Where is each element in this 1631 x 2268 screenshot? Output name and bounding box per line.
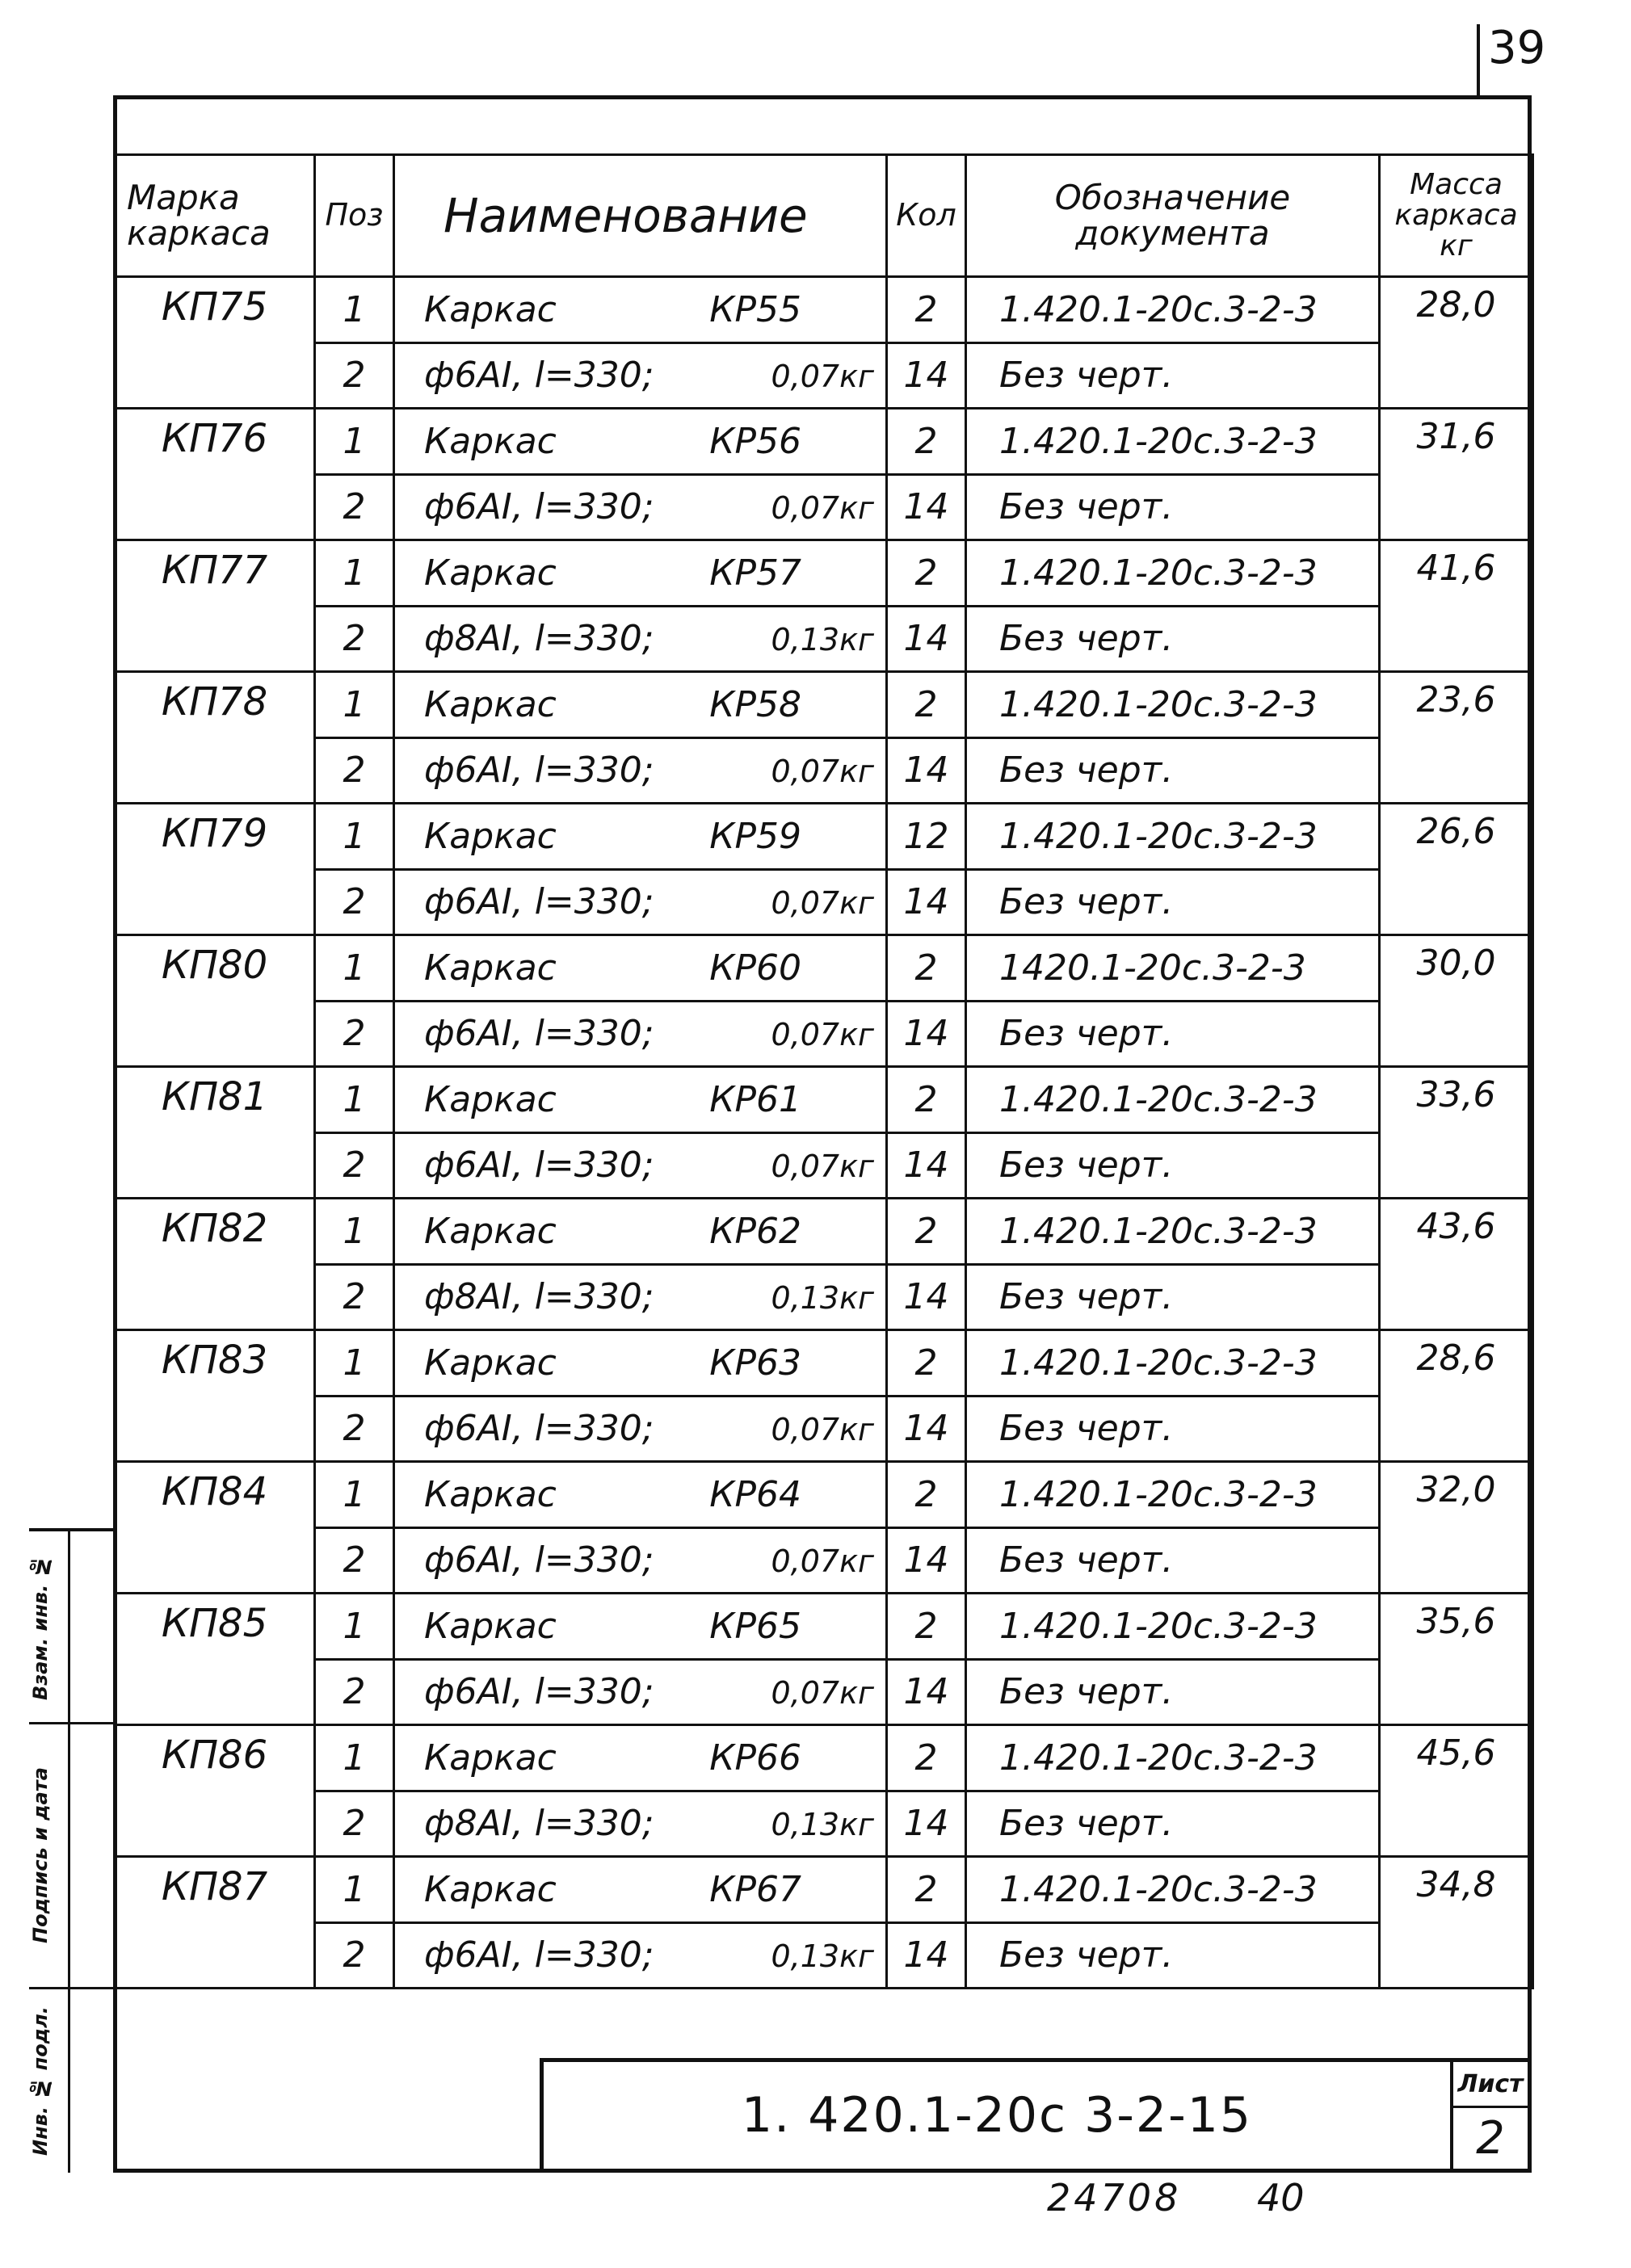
quantity-cell: 2 (887, 277, 966, 343)
frame-mark-cell (115, 1659, 315, 1725)
quantity-cell: 2 (887, 1594, 966, 1660)
position-cell: 1 (315, 935, 394, 1002)
document-cell: 1.420.1-20с.3-2-3 (966, 1857, 1380, 1923)
document-cell: Без черт. (966, 1001, 1380, 1067)
frame-mark-cell: КП85 (115, 1594, 315, 1660)
mass-cell: 45,6 (1380, 1725, 1533, 1791)
mass-cell (1380, 1659, 1533, 1725)
mass-cell: 43,6 (1380, 1199, 1533, 1265)
item-name: ф6АI, l=330; (424, 355, 654, 397)
position-cell: 1 (315, 672, 394, 738)
item-name: Каркас (424, 552, 557, 594)
strip-label-original-inv: Инв. № подл. (29, 2006, 52, 2157)
name-cell (394, 737, 887, 804)
frame-code: КР61 (709, 1078, 801, 1120)
frame-mark-cell (115, 1922, 315, 1989)
frame-mark-cell (115, 1791, 315, 1857)
frame-code: КР67 (709, 1868, 801, 1910)
quantity-cell: 14 (887, 1264, 966, 1330)
page-number: 39 (1488, 22, 1546, 74)
position-cell: 2 (315, 1922, 394, 1989)
header-mass: Масса каркаса кг (1380, 155, 1533, 277)
quantity-cell: 12 (887, 804, 966, 870)
frame-code: КР64 (709, 1473, 801, 1515)
document-cell: Без черт. (966, 474, 1380, 540)
quantity-cell: 2 (887, 1330, 966, 1396)
mass-cell: 34,8 (1380, 1857, 1533, 1923)
frame-mark-cell (115, 1396, 315, 1462)
position-cell: 2 (315, 737, 394, 804)
frame-mark-cell: КП82 (115, 1199, 315, 1265)
sheet-label: Лист (1453, 2065, 1528, 2108)
position-cell: 2 (315, 1396, 394, 1462)
document-cell: 1.420.1-20с.3-2-3 (966, 277, 1380, 343)
document-cell: 1.420.1-20с.3-2-3 (966, 1725, 1380, 1791)
header-pos: Поз (315, 155, 394, 277)
item-weight: 0,07кг (771, 1544, 874, 1580)
mass-cell (1380, 342, 1533, 409)
item-weight: 0,13кг (771, 1938, 874, 1975)
item-name: ф6АI, l=330; (424, 1934, 654, 1976)
document-cell: Без черт. (966, 1791, 1380, 1857)
quantity-cell: 14 (887, 1791, 966, 1857)
quantity-cell: 2 (887, 540, 966, 607)
item-name: ф6АI, l=330; (424, 486, 654, 528)
item-name: ф6АI, l=330; (424, 1408, 654, 1450)
table-header-row (115, 155, 1533, 277)
frame-mark-cell: КП86 (115, 1725, 315, 1791)
quantity-cell: 2 (887, 1462, 966, 1528)
item-name: ф6АI, l=330; (424, 750, 654, 792)
quantity-cell: 14 (887, 1922, 966, 1989)
frame-code: КР58 (709, 683, 801, 725)
quantity-cell: 2 (887, 409, 966, 475)
position-cell: 1 (315, 540, 394, 607)
document-cell: 1.420.1-20с.3-2-3 (966, 409, 1380, 475)
frame-code: КР60 (709, 947, 801, 989)
quantity-cell: 14 (887, 737, 966, 804)
position-cell: 1 (315, 1330, 394, 1396)
name-cell (394, 1264, 887, 1330)
document-cell: Без черт. (966, 869, 1380, 935)
document-cell: Без черт. (966, 737, 1380, 804)
document-cell: 1.420.1-20с.3-2-3 (966, 1067, 1380, 1133)
name-cell (394, 409, 887, 475)
mass-cell (1380, 1396, 1533, 1462)
strip-divider (29, 1987, 113, 1989)
frame-mark-cell (115, 606, 315, 672)
table-row (115, 342, 1533, 409)
mass-cell (1380, 1132, 1533, 1199)
name-cell (394, 672, 887, 738)
name-cell (394, 277, 887, 343)
name-cell (394, 606, 887, 672)
item-name: Каркас (424, 1868, 557, 1910)
item-weight: 0,07кг (771, 359, 874, 395)
quantity-cell: 14 (887, 1659, 966, 1725)
frame-mark-cell (115, 1264, 315, 1330)
quantity-cell: 14 (887, 606, 966, 672)
quantity-cell: 14 (887, 1132, 966, 1199)
name-cell (394, 1001, 887, 1067)
document-cell: Без черт. (966, 1527, 1380, 1594)
position-cell: 2 (315, 1791, 394, 1857)
strip-divider (29, 1722, 113, 1724)
frame-code: КР56 (709, 420, 801, 462)
item-weight: 0,13кг (771, 1807, 874, 1843)
table-row (115, 1922, 1533, 1989)
frame-mark-cell (115, 1527, 315, 1594)
mass-cell (1380, 1001, 1533, 1067)
frame-mark-cell (115, 1001, 315, 1067)
item-weight: 0,07кг (771, 1412, 874, 1448)
document-cell: 1.420.1-20с.3-2-3 (966, 1462, 1380, 1528)
table-row (115, 804, 1533, 870)
item-name: Каркас (424, 288, 557, 330)
mass-cell: 33,6 (1380, 1067, 1533, 1133)
document-cell: 1.420.1-20с.3-2-3 (966, 1330, 1380, 1396)
table-row (115, 1067, 1533, 1133)
item-name: Каркас (424, 1210, 557, 1252)
frame-code: КР59 (709, 815, 801, 857)
item-weight: 0,07кг (771, 1017, 874, 1053)
item-weight: 0,07кг (771, 490, 874, 527)
item-name: Каркас (424, 683, 557, 725)
item-weight: 0,13кг (771, 622, 874, 658)
document-cell: 1.420.1-20с.3-2-3 (966, 804, 1380, 870)
quantity-cell: 14 (887, 1396, 966, 1462)
item-name: ф6АI, l=330; (424, 1144, 654, 1186)
mass-cell (1380, 1264, 1533, 1330)
quantity-cell: 14 (887, 1527, 966, 1594)
position-cell: 2 (315, 474, 394, 540)
quantity-cell: 2 (887, 672, 966, 738)
quantity-cell: 14 (887, 474, 966, 540)
frame-code: КР57 (709, 552, 801, 594)
name-cell (394, 1791, 887, 1857)
position-cell: 1 (315, 1199, 394, 1265)
quantity-cell: 14 (887, 869, 966, 935)
frame-mark-cell: КП75 (115, 277, 315, 343)
item-name: ф6АI, l=330; (424, 881, 654, 923)
frame-mark-cell: КП78 (115, 672, 315, 738)
specification-table (113, 153, 1534, 1989)
table-row (115, 1132, 1533, 1199)
position-cell: 2 (315, 1001, 394, 1067)
table-row (115, 672, 1533, 738)
item-name: ф8АI, l=330; (424, 1803, 654, 1845)
table-row (115, 1594, 1533, 1660)
table-row (115, 1791, 1533, 1857)
quantity-cell: 2 (887, 1725, 966, 1791)
name-cell (394, 1725, 887, 1791)
position-cell: 2 (315, 342, 394, 409)
table-row (115, 474, 1533, 540)
sheet-number-cell (1450, 2062, 1528, 2169)
name-cell (394, 474, 887, 540)
item-weight: 0,13кг (771, 1280, 874, 1317)
table-row (115, 1199, 1533, 1265)
position-cell: 1 (315, 1857, 394, 1923)
table-row (115, 1396, 1533, 1462)
name-cell (394, 1396, 887, 1462)
item-name: Каркас (424, 1078, 557, 1120)
frame-mark-cell: КП77 (115, 540, 315, 607)
mass-cell (1380, 606, 1533, 672)
quantity-cell: 2 (887, 1067, 966, 1133)
header-doc: Обозначение документа (966, 155, 1380, 277)
table-row (115, 409, 1533, 475)
item-name: Каркас (424, 1605, 557, 1647)
strip-label-signature-date: Подпись и дата (29, 1767, 52, 1943)
name-cell (394, 804, 887, 870)
item-name: Каркас (424, 947, 557, 989)
item-name: Каркас (424, 1342, 557, 1384)
position-cell: 2 (315, 1264, 394, 1330)
name-cell (394, 935, 887, 1002)
name-cell (394, 869, 887, 935)
position-cell: 1 (315, 1594, 394, 1660)
name-cell (394, 1067, 887, 1133)
frame-mark-cell (115, 1132, 315, 1199)
quantity-cell: 2 (887, 1857, 966, 1923)
table-row (115, 1527, 1533, 1594)
document-cell: Без черт. (966, 1264, 1380, 1330)
quantity-cell: 2 (887, 1199, 966, 1265)
table-row (115, 869, 1533, 935)
document-cell: Без черт. (966, 1922, 1380, 1989)
frame-mark-cell: КП79 (115, 804, 315, 870)
document-cell: Без черт. (966, 1659, 1380, 1725)
frame-mark-cell (115, 869, 315, 935)
position-cell: 1 (315, 1462, 394, 1528)
position-cell: 2 (315, 1659, 394, 1725)
header-qty: Кол (887, 155, 966, 277)
page-number-mark (1477, 24, 1480, 97)
frame-mark-cell (115, 737, 315, 804)
mass-cell (1380, 1791, 1533, 1857)
position-cell: 1 (315, 1067, 394, 1133)
position-cell: 1 (315, 804, 394, 870)
frame-mark-cell (115, 474, 315, 540)
position-cell: 2 (315, 1527, 394, 1594)
table-body (115, 277, 1533, 1989)
position-cell: 2 (315, 869, 394, 935)
name-cell (394, 1527, 887, 1594)
document-cell: 1420.1-20с.3-2-3 (966, 935, 1380, 1002)
document-cell: 1.420.1-20с.3-2-3 (966, 1199, 1380, 1265)
header-name: Наименование (394, 155, 887, 277)
frame-code: КР62 (709, 1210, 801, 1252)
name-cell (394, 540, 887, 607)
table-row (115, 1001, 1533, 1067)
archive-number: 24708 (1047, 2176, 1182, 2220)
document-cell: Без черт. (966, 606, 1380, 672)
quantity-cell: 14 (887, 1001, 966, 1067)
mass-cell: 30,0 (1380, 935, 1533, 1002)
table-row (115, 1330, 1533, 1396)
frame-mark-cell: КП80 (115, 935, 315, 1002)
mass-cell: 32,0 (1380, 1462, 1533, 1528)
document-cell: Без черт. (966, 1132, 1380, 1199)
name-cell (394, 342, 887, 409)
item-name: ф6АI, l=330; (424, 1671, 654, 1713)
frame-mark-cell (115, 342, 315, 409)
frame-mark-cell: КП81 (115, 1067, 315, 1133)
item-name: ф8АI, l=330; (424, 1276, 654, 1318)
mass-cell: 35,6 (1380, 1594, 1533, 1660)
item-name: Каркас (424, 1737, 557, 1779)
title-block (540, 2058, 1532, 2173)
item-name: ф6АI, l=330; (424, 1539, 654, 1581)
mass-cell: 26,6 (1380, 804, 1533, 870)
position-cell: 1 (315, 277, 394, 343)
item-name: ф8АI, l=330; (424, 618, 654, 660)
mass-cell: 28,6 (1380, 1330, 1533, 1396)
name-cell (394, 1199, 887, 1265)
name-cell (394, 1330, 887, 1396)
table-row (115, 540, 1533, 607)
item-name: ф6АI, l=330; (424, 1013, 654, 1055)
mass-cell: 31,6 (1380, 409, 1533, 475)
table-row (115, 606, 1533, 672)
table-row (115, 1264, 1533, 1330)
quantity-cell: 14 (887, 342, 966, 409)
item-name: Каркас (424, 815, 557, 857)
position-cell: 1 (315, 1725, 394, 1791)
mass-cell: 28,0 (1380, 277, 1533, 343)
mass-cell (1380, 1527, 1533, 1594)
document-designation: 1. 420.1-20с 3-2-15 (741, 2087, 1253, 2144)
document-cell: Без черт. (966, 342, 1380, 409)
strip-divider (68, 1531, 70, 2173)
header-mark: Марка каркаса (115, 155, 315, 277)
sheet-number: 2 (1476, 2112, 1505, 2165)
table-row (115, 1462, 1533, 1528)
mass-cell: 41,6 (1380, 540, 1533, 607)
item-weight: 0,07кг (771, 754, 874, 790)
document-cell: 1.420.1-20с.3-2-3 (966, 672, 1380, 738)
mass-cell (1380, 1922, 1533, 1989)
position-cell: 2 (315, 606, 394, 672)
quantity-cell: 2 (887, 935, 966, 1002)
frame-code: КР65 (709, 1605, 801, 1647)
mass-cell: 23,6 (1380, 672, 1533, 738)
item-weight: 0,07кг (771, 885, 874, 922)
strip-label-replace-inv: Взам. инв. № (29, 1555, 52, 1700)
name-cell (394, 1659, 887, 1725)
position-cell: 1 (315, 409, 394, 475)
frame-code: КР55 (709, 288, 801, 330)
binding-strip (29, 1528, 113, 2173)
item-weight: 0,07кг (771, 1675, 874, 1712)
frame-code: КР66 (709, 1737, 801, 1779)
document-cell: 1.420.1-20с.3-2-3 (966, 1594, 1380, 1660)
item-name: Каркас (424, 1473, 557, 1515)
frame-code: КР63 (709, 1342, 801, 1384)
name-cell (394, 1922, 887, 1989)
name-cell (394, 1462, 887, 1528)
name-cell (394, 1857, 887, 1923)
frame-mark-cell: КП83 (115, 1330, 315, 1396)
table-row (115, 935, 1533, 1002)
item-weight: 0,07кг (771, 1149, 874, 1185)
mass-cell (1380, 474, 1533, 540)
table-row (115, 1857, 1533, 1923)
name-cell (394, 1594, 887, 1660)
table-row (115, 737, 1533, 804)
mass-cell (1380, 737, 1533, 804)
table-row (115, 1725, 1533, 1791)
table-row (115, 277, 1533, 343)
document-cell: 1.420.1-20с.3-2-3 (966, 540, 1380, 607)
frame-mark-cell: КП76 (115, 409, 315, 475)
item-name: Каркас (424, 420, 557, 462)
position-cell: 2 (315, 1132, 394, 1199)
frame-mark-cell: КП87 (115, 1857, 315, 1923)
name-cell (394, 1132, 887, 1199)
secondary-page-number: 40 (1257, 2176, 1305, 2220)
document-cell: Без черт. (966, 1396, 1380, 1462)
mass-cell (1380, 869, 1533, 935)
frame-mark-cell: КП84 (115, 1462, 315, 1528)
table-row (115, 1659, 1533, 1725)
